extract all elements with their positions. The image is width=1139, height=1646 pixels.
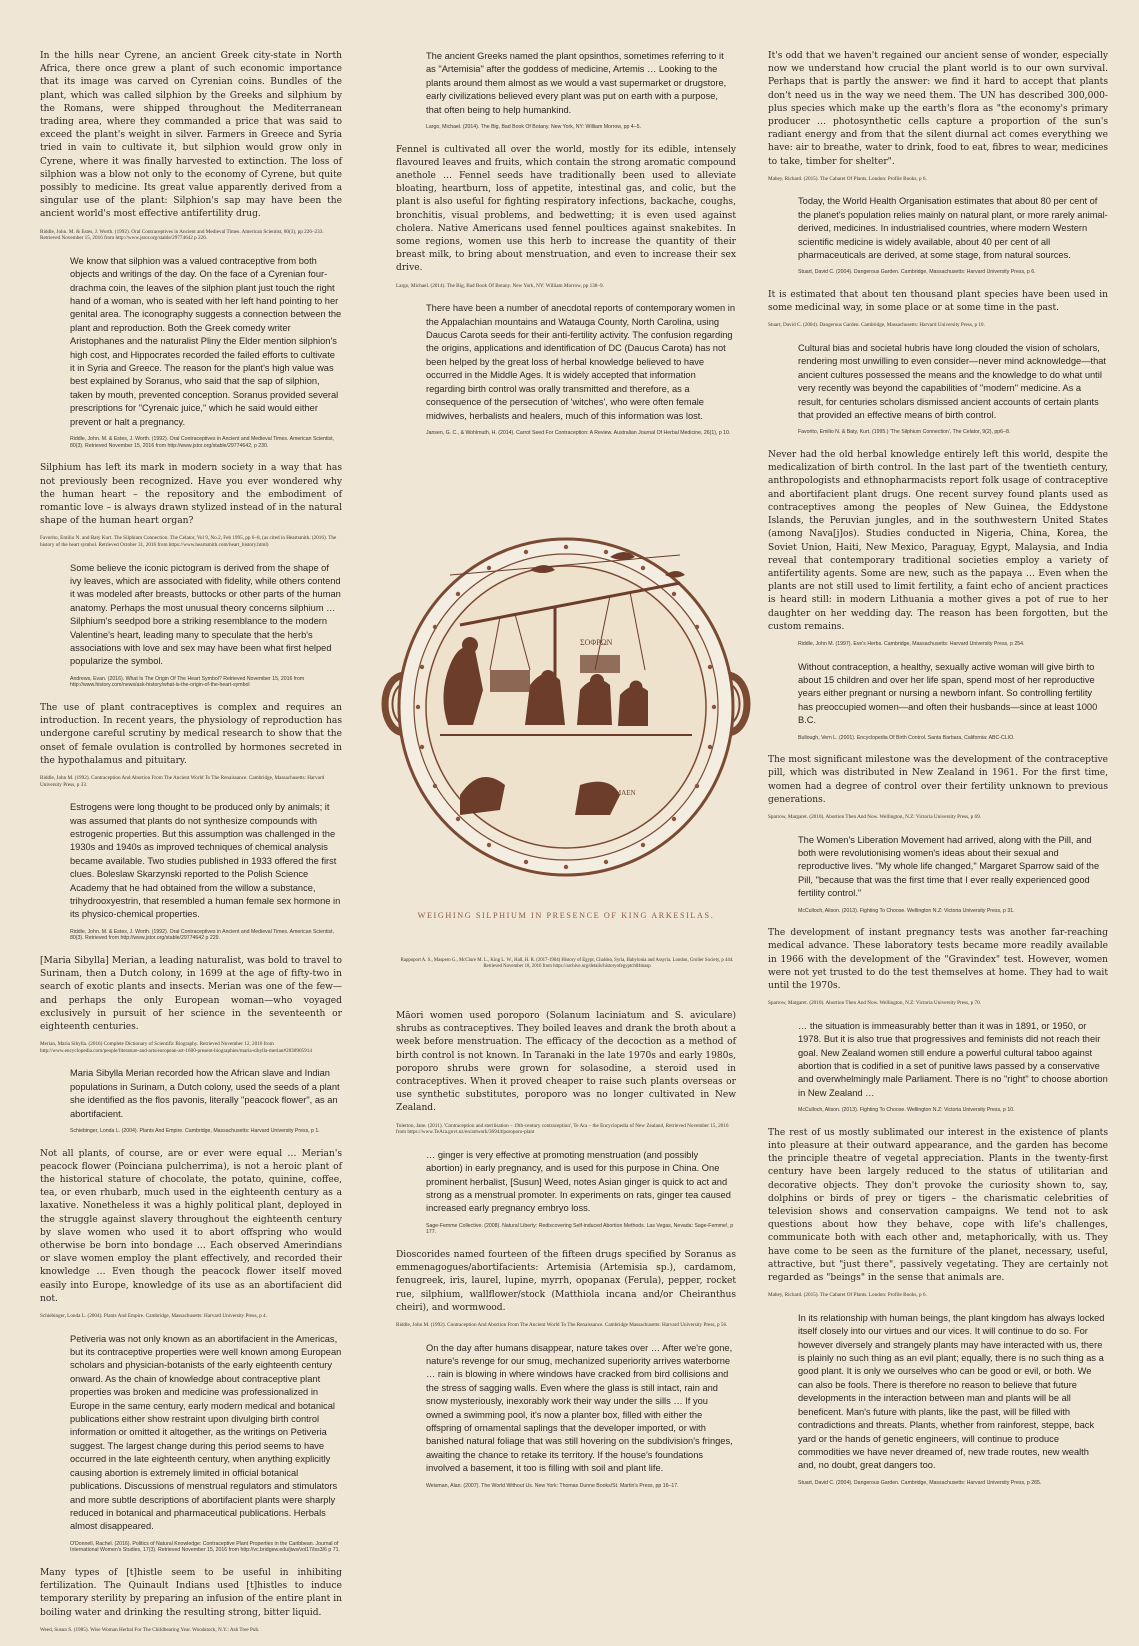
citation: Schiebinger, Londa L. (2004). Plants And Empire. Cambridge, Massachusetts: Harvard University Press, p 4. xyxy=(40,1313,267,1320)
inscription-1: ΣΟΦΡΩΝ xyxy=(580,638,613,647)
citation: McCulloch, Alison. (2013). Fighting To Choose. Wellington N.Z: Victoria University Press, p 10. xyxy=(798,1107,1015,1114)
citation: Riddle, John M. (1992). Contraception And Abortion From The Ancient World To The Renaissance. Cambridge, Massachusetts: Harvard University Press, p 33. xyxy=(40,774,325,788)
citation: Stuart, David C. (2004). Dangerous Garden. Cambridge, Massachusetts: Harvard University Press, p 265. xyxy=(798,1479,1042,1486)
citation: Riddle, John. M. & Estes, J. Worth. (1992). Oral Contraceptives in Ancient and Medieval Times. American Scientist, 80(3). Retrieved November 15, 2016 from http://www.jstor.org/stable/29774642, p 230. xyxy=(70,436,335,449)
inscription-2: ΜΑΕΝ xyxy=(615,789,636,797)
citation: Stuart, David C. (2004). Dangerous Garden. Cambridge, Massachusetts: Harvard University Press, p 6. xyxy=(798,269,1036,276)
citation: Sparrow, Margaret. (2010). Abortion Then And Now. Wellington, N.Z: Victoria University Press, p 69. xyxy=(768,813,982,820)
citation: Jansen, G. C., & Wohlmuth, H. (2014). Carrot Seed For Contraception: A Review. Australian Journal Of Herbal Medicine, 26(1), p 10. xyxy=(426,429,731,436)
text-paragraph: [Maria Sibylla] Merian, a leading naturalist, was bold to travel to Surinam, then a Dutch colony, in 1699 at the age of fifty-two in search of exotic plants and insects. Merian was one of the few—and perhaps the only European woman—who voyaged exclusively in pursuit of her science in the seventeenth or eighteenth centuries. xyxy=(40,955,342,1032)
text-paragraph: Māori women used poroporo (Solanum laciniatum and S. aviculare) shrubs as contraceptives. They boiled leaves and drank the broth about a week before menstruation. The efficacy of the decoction as a method of birth control is not known. In Taranaki in the late 1970s and early 1980s, poroporo shrubs were grown for solasodine, a steroid used in contraceptives. When it proved cheaper to raise such plants overseas or use synthetic substitutes, poroporo was no longer cultivated in New Zealand. xyxy=(396,1011,736,1114)
quote-block: Today, the World Health Organisation estimates that about 80 per cent of the planet's population relies mainly on natural plant, or more rarely animal-derived, medicines. In industrialised countries, where modern Western scientific medicine is widely available, about 40 per cent of all pharmaceuticals are derived, at some stage, from natural sources. xyxy=(798,196,1108,261)
text-paragraph: The development of instant pregnancy tests was another far-reaching medical advance. These laboratory tests became more readily available in 1966 with the development of the "Gravindex" test. However, women were not yet trusted to do the test themselves at home. They had to wait until the 1970s. xyxy=(768,928,1108,991)
citation: McCulloch, Alison. (2013). Fighting To Choose. Wellington N.Z: Victoria University Press, p 31. xyxy=(798,907,1015,914)
text-paragraph: Dioscorides named fourteen of the fifteen drugs specified by Soranus as emmenagogues/abortifacients: Artemisia (Artemisia sp.), cardamom, fenugreek, iris, laurel, lupine, myrrh, opopanax (Ferula), pepper, rocket rue, silphium, wallflower/stock (Matthiola incana and/or Cheiranthus cheiri), and wormwood. xyxy=(396,1250,736,1313)
text-paragraph: In the hills near Cyrene, an ancient Greek city-state in North Africa, there once grew a plant of such economic importance that its image was carved on Cyrenian coins. Bundles of the plant, which was called silphion by the Greeks and silphium by the Romans, were shipped throughout the Mediterranean trading area, where they commanded a price that was said to exceed the plant's weight in silver. Farmers in Greece and Syria tried in vain to cultivate it, but silphion would grow only in Cyrene, where it was finally harvested to extinction. The loss of silphion was a blow not only to the economy of Cyrene, but quite possibly to medicine. Its great value apparently derived from a singular use of the plant: Silphion's sap may have been the ancient world's most effective antifertility drug. xyxy=(40,51,342,220)
text-paragraph: The rest of us mostly sublimated our interest in the existence of plants into pleasure at their outward appearance, and the garden has become the principle theatre of vegetal appreciation. Plants in the twenty-first century have been largely reduced to the status of utilitarian and decorative objects. They don't provoke the curiosity shown to, say, dolphins or birds of prey or tigers – the charismatic celebrities of television shows and conservation campaigns. We tend not to ask questions about how they behave, cope with life's challenges, communicate both with each other and, metaphorically, with us. They have come to be seen as the furniture of the planet, necessary, useful, attractive, but "just there", passively vegetating. They are certainly not regarded as "beings" in the sense that animals are. xyxy=(768,1127,1108,1284)
column-middle-top xyxy=(396,50,736,450)
kylix-illustration xyxy=(380,495,752,935)
text-paragraph: Not all plants, of course, are or ever were equal … Merian's peacock flower (Poinciana pulcherrima), is not a heroic plant of the historical stature of chocolate, the potato, quinine, coffee, tea, or even rhubarb, much used in the eighteenth century as a laxative. Nonetheless it was a highly political plant, deployed in the struggle against slavery throughout the eighteenth century by slave women who used it to abort offspring who would otherwise be born into bondage … Each observed Amerindians or slave women employ the plant effectively, and recorded their knowledge … Even though the peacock flower itself moved easily into Europe, knowledge of its use as an abortifacient did not. xyxy=(40,1148,342,1304)
text-paragraph: It's odd that we haven't regained our ancient sense of wonder, especially now we understand how crucial the plant world is to our own survival. Perhaps that is partly the answer: we find it hard to accept that plants don't need us in the way we need them. The UN has described 300,000-plus species which make up the earth's flora as "the economy's primary producer … photosynthetic cells capture a proportion of the sun's radiant energy and from that the silent diurnal act comes everything we have: air to breathe, water to drink, food to eat, fibres to wear, medicines to take, timber for shelter". xyxy=(768,51,1108,167)
citation: Mabey, Richard. (2015). The Cabaret Of Plants. London: Profile Books, p 6. xyxy=(768,175,927,182)
citation: Sage-Femme Collective. (2008). Natural Liberty: Rediscovering Self-induced Abortion Methods. Las Vegas, Nevada: Sage-Femme!, p 177. xyxy=(426,1222,734,1236)
citation: Weisman, Alan. (2007). The World Without Us. New York: Thomas Dunne Books/St. Martin's Press, pp 16–17. xyxy=(426,1482,679,1489)
text-paragraph: Never had the old herbal knowledge entirely left this world, despite the medicalization of birth control. In the last part of the twentieth century, anthropologists and ethnopharmacists report folk usage of contraceptive and abortifacient plant drugs. One recent survey found plants used as contraceptives among the peoples of New Guinea, the Eddystone Islands, the Peruvian jungles, and in the southwestern United States (among Nava[j]os). Studies conducted in Nigeria, China, Korea, the Soviet Union, Haiti, New Mexico, Paraguay, Egypt, Malaysia, and India reveal that contemporary traditional societies employ a variety of antifertility agents. Some are new, such as the papaya … Even when the plants are not still used to limit fertility, a faint echo of ancient practices is heard still: in modern Lithuania a mother gives a pot of rue to her daughter on her wedding day. The reason has been forgotten, but the custom remains. xyxy=(768,450,1108,632)
citation: Mabey, Richard. (2015). The Cabaret Of Plants. London: Profile Books, p 6. xyxy=(768,1292,927,1299)
text-paragraph: Fennel is cultivated all over the world, mostly for its edible, intensely flavoured leaves and fruits, which contain the strong aromatic compound anethole … Fennel seeds have traditionally been used to alleviate bloating, heartburn, loss of appetite, intestinal gas, and colic, but the plant is also useful for fighting respiratory infections, backache, coughs, bronchitis, visual problems, and bedwetting; it is even used against cholera. Native Americans used fennel poultices against snakebites. In some regions, women use this herb to increase the quantity of their breast milk, to bring about menstruation, and even to increase their sex drive. xyxy=(396,144,736,274)
citation: Favorito, Emilio N. & Baty, Kurt. (1995.) 'The Silphium Connection', The Celator, 9(2), pp6–8. xyxy=(798,429,1011,436)
citation: Largo, Michael. (2014). The Big, Bad Book Of Botany. New York, NY: William Morrow, pp 4–5. xyxy=(426,124,641,131)
quote-block: Without contraception, a healthy, sexually active woman will give birth to about 15 children and over her life span, spend most of her reproductive years either pregnant or nursing a newborn infant. So controlling fertility has preoccupied women—and often their husbands—since at least 1000 B.C. xyxy=(798,661,1098,726)
quote-block: In its relationship with human beings, the plant kingdom has always locked itself closely into our virtues and our vices. It will continue to do so. For however diversely and strangely plants may have interacted with us, there is plainly no such thing as an evil plant; equally, there is no such thing as a good plant. It is only we ourselves who can be good or evil, or both. We can also be fools. There is therefore no reason to believe that future developments in the interaction between man and plants will be all beneficent. Man's future with plants, like the past, will be filled with contradictions and threats. Plants, whether from rainforest, steppe, back yard or the hands of genetic engineers, will continue to produce commodities we have never dreamed of, new trade routes, new wealth and, no doubt, great dangers too. xyxy=(798,1312,1105,1471)
citation: Schiebinger, Londa L. (2004). Plants And Empire. Cambridge, Massachusetts: Harvard University Press, p 1. xyxy=(70,1128,320,1135)
citation: Riddle, John. M. & Estes, J. Worth. (1992). Oral Contraceptives in Ancient and Medieval Times. American Scientist, 80(3). Retrieved from http://www.jstor.org/stable/29774642 p 229. xyxy=(70,928,335,942)
quote-block: We know that silphion was a valued contraceptive from both objects and writings of the day. On the face of a Cyrenian four-drachma coin, the leaves of the silphion plant just touch the right hand of a woman, who is seated with her left hand pointing to her genital area. The iconography suggests a connection between the plant and reproduction. Both the Greek comedy writer Aristophanes and the naturalist Pliny the Elder mention silphion's high cost, and Hippocrates recorded the failed efforts to cultivate it in Syria and Greece. The reason for the plant's high value was best explained by Soranus, who said that the sap of silphion, taken by mouth, prevented conception. Soranus provided several prescriptions for "Cyrenaic juice," which he said would either prevent or halt a pregnancy. xyxy=(70,255,342,427)
plate-credit: Rappoport A. S., Maspero G., McClure M. L., King L. W., Hall, H. R. (2017-1904) History of Egypt, Chaldea, Syria, Babylonia and Assyria. London, Grolier Society, p 444. Retrieved November 18, 2016 from https://archive.org/details/historyofegyptch04masp xyxy=(400,958,734,970)
column-middle-bottom xyxy=(396,1010,736,1502)
plate-caption: WEIGHING SILPHIUM IN PRESENCE OF KING ARKESILAS. xyxy=(417,911,715,920)
citation: Riddle, John. M. & Estes, J. Worth. (1992). Oral Contraceptives in Ancient and Medieval Times. American Scientist, 80(3), pp 226–233. Retrieved November 15, 2016 from http://www.jstor.org/stable/29774642 p 226. xyxy=(40,228,324,242)
citation: Largo, Michael. (2014). The Big, Bad Book Of Botany. New York, NY: William Morrow, pp 138–9. xyxy=(396,282,604,289)
quote-block: … the situation is immeasurably better than it was in 1891, or 1950, or 1978. But it is also true that progressives and feminists did not reach their goal. New Zealand women still endure a powerful cultural taboo against abortion that is codified in a set of punitive laws passed by a conservative and overwhelmingly male Parliament. There is no "right" to choose abortion in New Zealand … xyxy=(798,1020,1108,1098)
text-paragraph: Many types of [t]histle seem to be useful in inhibiting fertilization. The Quinault Indians used [t]histles to induce temporary sterility by preparing an infusion of the entire plant in boiling water and drinking the resulting strong, bitter liquid. xyxy=(40,1567,342,1618)
quote-block: Petiveria was not only known as an abortifacient in the Americas, but its contraceptive properties were well known among European scholars and physician-botanists of the early eighteenth century onward. As the chain of knowledge about contraceptive plant properties was broken and medicine was professionalized in Europe in the same century, early modern medical and botanical publications either show restraint upon divulging birth control information or omitted it altogether, as the writings on Petiveria suggest. The largest change during this period seems to have occurred in the late eighteenth century, when anything explicitly causing abortion is extremely limited in official botanical publications. Discussions of menstrual regulators and stimulators and more subtle descriptions of abortifacient plants were sharply reduced in botanical and pharmaceutical publications. Herbals almost disappeared. xyxy=(70,1333,342,1532)
quote-block: The Women's Liberation Movement had arrived, along with the Pill, and both were revolutionising women's ideas about their sexual and reproductive lives. "My whole life changed," Margaret Sparrow said of the Pill, "because that was the first time that I ever really experienced good fertility control." xyxy=(798,834,1100,899)
quote-block: There have been a number of anecdotal reports of contemporary women in the Appalachian mountains and Watauga County, North Carolina, using Daucus Carota seeds for their anti-fertility activity. The confusion regarding the origins, applications and identification of DC (Daucus Carota) has not been helped by the great loss of herbal knowledge believed to have occurred in the Middle Ages. It is widely accepted that information regarding birth control was orally transmitted and therefore, as a consequence of the persecution of 'witches', who were often female midwives, herbalists and healers, much of this information was lost. xyxy=(426,303,736,421)
citation: Weed, Susun S. (1985). Wise Woman Herbal For The Childbearing Year. Woodstock, N.Y.: Ash Tree Pub. xyxy=(40,1626,260,1633)
quote-block: The ancient Greeks named the plant opsinthos, sometimes referring to it as "Artemisia" after the goddess of medicine, Artemis … Looking to the plants around them almost as we would a vast supermarket or drugstore, early civilizations believed every plant was put on earth with a purpose, that often being to help humankind. xyxy=(426,51,727,115)
quote-block: On the day after humans disappear, nature takes over … After we're gone, nature's revenge for our smug, mechanized superiority arrives waterborne … rain is blowing in where windows have cracked from bird collisions and the stress of sagging walls. Even where the glass is still intact, rain and snow mysteriously, inexorably work their way under the sills … If you owned a swimming pool, it's now a planter box, filled with either the offspring of ornamental saplings that the developer imported, or with banished natural foliage that was still hovering on the subdivision's fringes, awaiting the chance to retake its territory. If the house's foundations involved a basement, it too is filling with soil and plant life. xyxy=(426,1342,733,1474)
citation: Favorito, Emilio N. and Baty Kurt. The Silphium Connection. The Celator, Vol 9, No.2, Feb 1995, pp 6–8, (as cited in Heartsmith. (2016). The history of the heart symbol. Retrieved October 31, 2016 from https://www.heartsmith.com/heart_history.html) xyxy=(40,535,337,548)
quote-block: Maria Sibylla Merian recorded how the African slave and Indian populations in Surinam, a Dutch colony, used the seeds of a plant she identified as the flos pavonis, literally "peacock flower", as an abortifacient. xyxy=(70,1068,340,1119)
column-right xyxy=(768,50,1108,1499)
citation: Tolerton, Jane. (2011). 'Contraception and sterilisation – 19th-century contraception', Te Ara – the Encyclopedia of New Zealand, Retrieved November 15, 2016 from https://www.TeAra.govt.nz/en/artwork/36944/poroporo-plant xyxy=(396,1122,729,1136)
quote-block: Cultural bias and societal hubris have long clouded the vision of scholars, rendering most unwilling to even consider—never mind acknowledge—that ancient cultures possessed the means and the knowledge to do what until very recently was beyond the capabilities of "modern" medicine. As a result, for centuries scholars dismissed ancient accounts of certain plants that provided an effective means of birth control. xyxy=(798,343,1106,421)
citation: Riddle, John M. (1992). Contraception And Abortion From The Ancient World To The Renaissance. Cambridge Massachusetts: Harvard University Press, p 56. xyxy=(396,1322,728,1329)
citation: Stuart, David C. (2004). Dangerous Garden. Cambridge, Massachusetts: Harvard University Press, p 10. xyxy=(768,322,985,329)
citation: Bullough, Vern L. (2001). Encyclopedia Of Birth Control. Santa Barbara, California: ABC-CLIO. xyxy=(798,734,1015,741)
citation: O'Donnell, Rachel. (2016). Politics of Natural Knowledge: Contraceptive Plant Properties in the Caribbean. Journal of International Women's Studies, 17(3). Retrieved November 15, 2016 from http://vc.bridgew.edu/jiws/vol17/iss3/6 p 71. xyxy=(70,1540,340,1554)
column-left xyxy=(40,50,342,1646)
quote-block: Some believe the iconic pictogram is derived from the shape of ivy leaves, which are associated with fidelity, while others contend it was modeled after breasts, buttocks or other parts of the human anatomy. Perhaps the most unusual theory concerns silphium … Silphium's seedpod bore a striking resemblance to the modern Valentine's heart, leading many to speculate that the herb's associations with love and sex may have been what first helped popularize the symbol. xyxy=(70,562,341,667)
text-paragraph: It is estimated that about ten thousand plant species have been used in some medicinal way, in some place or at some time in the past. xyxy=(768,290,1108,314)
quote-block: Estrogens were long thought to be produced only by animals; it was assumed that plants do not synthesize compounds with estrogenic properties. But this assumption was challenged in the 1930s and 1940s as improved techniques of chemical analysis became available. Two studies published in 1933 offered the first clues. Boleslaw Skarzynski reported to the Polish Science Academy that he had obtained from the willow a substance, trihydrooxyestrin, that resembled a human female sex hormone in its physico-chemical properties. xyxy=(70,802,341,920)
text-paragraph: The use of plant contraceptives is complex and requires an introduction. In recent years, the physiology of reproduction has undergone careful scrutiny by medical research to show that the onset of female ovulation is controlled by hormones secreted in the hypothalamus and pituitary. xyxy=(40,702,342,766)
citation: Sparrow, Margaret. (2010). Abortion Then And Now. Wellington, N.Z: Victoria University Press, p 70. xyxy=(768,1000,982,1007)
text-paragraph: Silphium has left its mark in modern society in a way that has not previously been recognized. Have you ever wondered why the human heart – the repository and the embodiment of romantic love – is always drawn stylized instead of in the natural shape of the human heart organ? xyxy=(40,463,342,527)
text-paragraph: The most significant milestone was the development of the contraceptive pill, which was distributed in New Zealand in 1961. For the first time, women had a degree of control over their fertility unknown to previous generations. xyxy=(768,755,1108,805)
citation: Riddle, John M. (1997). Eve's Herbs. Cambridge, Massachusetts: Harvard University Press, p 254. xyxy=(798,640,1025,647)
citation: Merian, Maria Sibylla. (2016) Complete Dictionary of Scientific Biography. Retrieved November 12, 2016 from http://www.encyclopedia.com/people/literature-and-arts/european-art-1600-present-biographies/maria-sibylla-merian#2830905914 xyxy=(40,1041,312,1054)
citation: Andrews, Evan. (2016). What Is The Origin Of The Heart Symbol? Retrieved November 15, 2016 from http://www.history.com/news/ask-history/what-is-the-origin-of-the-heart-symbol xyxy=(70,675,305,689)
quote-block: … ginger is very effective at promoting menstruation (and possibly abortion) in early pregnancy, and is used for this purpose in China. One prominent herbalist, [Susun] Weed, notes Asian ginger is quick to act and strong as a menstrual promoter. In experiments on rats, ginger tea caused increased early pregnancy embryo loss. xyxy=(426,1149,731,1214)
